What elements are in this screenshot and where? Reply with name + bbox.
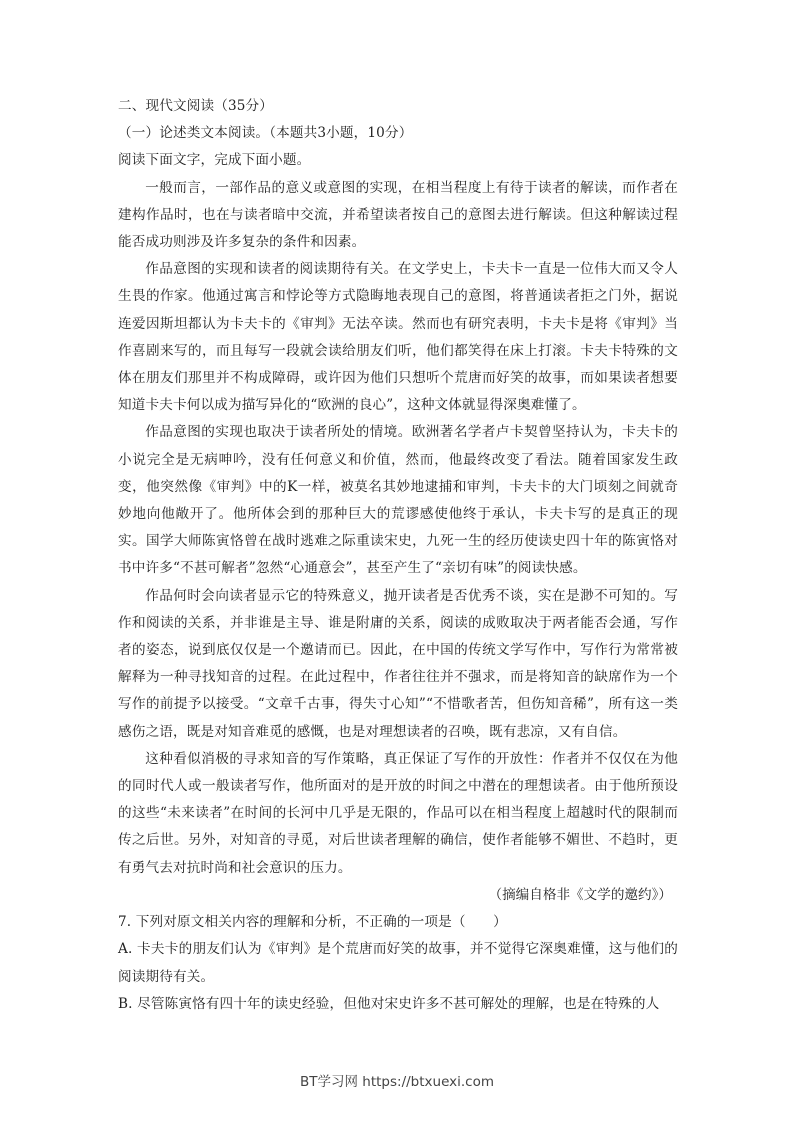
document-page [118,93,678,1018]
paragraph: 作品何时会向读者显示它的特殊意义，抛开读者是否优秀不谈，实在是渺不可知的。写作和阅读的关系，并非谁是主导、谁是附庸的关系，阅读的成败取决于两者能否会通，写作者的姿态，说到底仅仅是一个邀请而已。因此，在中国的传统文学写作中，写作行为常常被解释为一种寻找知音的过程。在此过程中，作者往往并不强求，而是将知音的缺席作为一个写作的前提予以接受。“文章千古事，得失寸心知”“不惜歌者苦，但伤知音稀”，所有这一类感伤之语，既是对知音难觅的感慨，也是对理想读者的召唤，既有悲凉，又有自信。 [118,587,678,740]
source-citation: （摘编自格非《文学的邀约》） [488,886,672,903]
question-option-a: A. 卡夫卡的朋友们认为《审判》是个荒唐而好笑的故事，并不觉得它深奥难懂，这与他们的阅读期待有关。 [118,941,678,985]
section-title: 二、现代文阅读（35分） [118,98,274,114]
subsection-title: （一）论述类文本阅读。（本题共3小题，10分） [118,125,413,142]
footer-watermark: BT学习网 https://btxuexi.com [299,1074,495,1090]
question-option-b: B. 尽管陈寅恪有四十年的读史经验，但他对宋史许多不甚可解处的理解，也是在特殊的人 [118,995,660,1012]
paragraph: 作品意图的实现和读者的阅读期待有关。在文学史上，卡夫卡一直是一位伟大而又令人生畏的作家。他通过寓言和悖论等方式隐晦地表现自己的意图，将普通读者拒之门外，据说连爱因斯坦都认为卡夫卡的《审判》无法卒读。然而也有研究表明，卡夫卡是将《审判》当作喜剧来写的，而且每写一段就会读给朋友们听，他们都笑得在床上打滚。卡夫卡特殊的文体在朋友们那里并不构成障碍，或许因为他们只想听个荒唐而好笑的故事，而如果读者想要知道卡夫卡何以成为描写异化的“欧洲的良心”，这种文体就显得深奥难懂了。 [118,261,678,414]
paragraph: 作品意图的实现也取决于读者所处的情境。欧洲著名学者卢卡契曾坚持认为，卡夫卡的小说完全是无病呻吟，没有任何意义和价值，然而，他最终改变了看法。随着国家发生政变，他突然像《审判》中的K一样，被莫名其妙地逮捕和审判，卡夫卡的大门顷刻之间就奇妙地向他敞开了。他所体会到的那种巨大的荒谬感使他终于承认，卡夫卡写的是真正的现实。国学大师陈寅恪曾在战时逃难之际重读宋史，九死一生的经历使读史四十年的陈寅恪对书中许多“不甚可解者”忽然“心通意会”，甚至产生了“亲切有味”的阅读快感。 [118,424,678,577]
instruction-text: 阅读下面文字，完成下面小题。 [118,152,311,169]
paragraph: 一般而言，一部作品的意义或意图的实现，在相当程度上有待于读者的解读，而作者在建构作品时，也在与读者暗中交流，并希望读者按自己的意图去进行解读。但这种解读过程能否成功则涉及许多复杂的条件和因素。 [118,179,678,251]
question-stem: 7. 下列对原文相关内容的理解和分析，不正确的一项是（ ） [118,914,507,931]
paragraph: 这种看似消极的寻求知音的写作策略，真正保证了写作的开放性：作者并不仅仅在为他的同时代人或一般读者写作，他所面对的是开放的时间之中潜在的理想读者。由于他所预设的这些“未来读者”在时间的长河中几乎是无限的，作品可以在相当程度上超越时代的限制而传之后世。另外，对知音的寻觅，对后世读者理解的确信，使作者能够不媚世、不趋时，更有勇气去对抗时尚和社会意识的压力。 [118,750,678,876]
